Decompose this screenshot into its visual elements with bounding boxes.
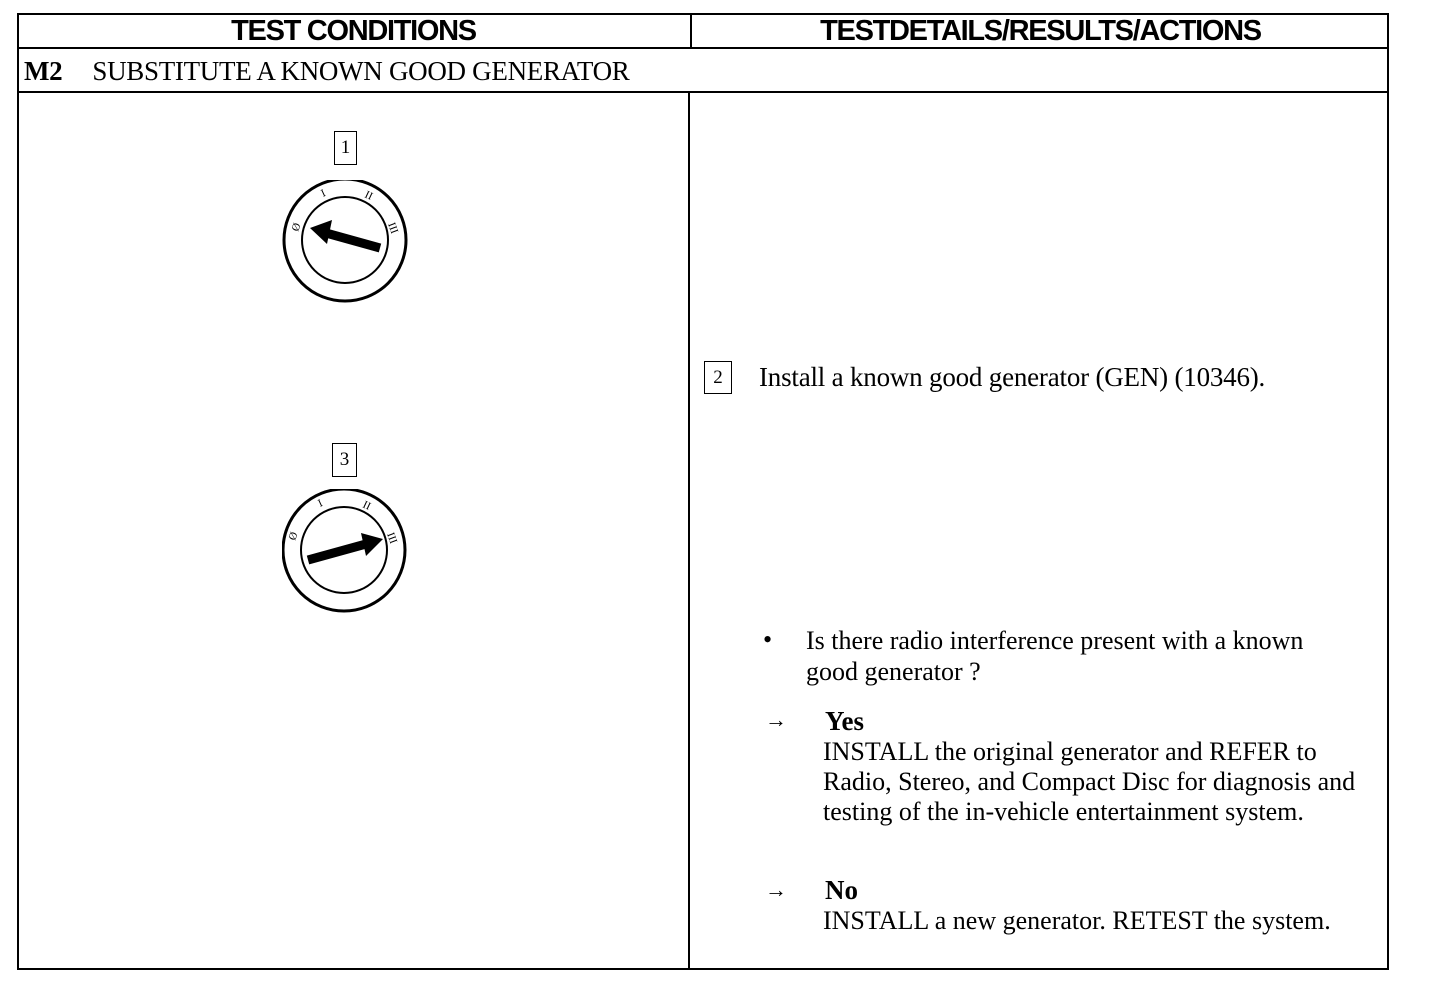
test-title: SUBSTITUTE A KNOWN GOOD GENERATOR [92,56,630,86]
yes-action-text: INSTALL the original generator and REFER to Radio, Stereo, and Compact Disc for diagnosis and testing of the in-vehicle entertainment system. [823,737,1356,826]
ignition-switch-run-icon [282,489,410,613]
dial-mark-three: III [385,220,401,236]
body-column-divider [688,92,690,970]
yes-arrow-icon: → [765,707,787,732]
yes-label: Yes [825,706,864,736]
title-divider [17,91,1389,93]
dial-mark-two: II [362,188,375,203]
dial-mark-three: III [384,530,400,546]
dial-mark-off: Ø [289,221,304,234]
question-bullet: • [763,625,773,654]
dial-mark-off: Ø [286,530,301,543]
dial-mark-two: II [360,498,373,513]
step-1-box: 1 [334,131,357,165]
no-arrow-icon: → [765,877,787,902]
ignition-switch-off-icon [282,180,410,304]
step-3-box: 3 [332,443,357,477]
dial-mark-one: I [316,497,325,510]
step-2-box: 2 [704,361,732,394]
test-code: M2 [24,56,63,86]
test-title-row [24,52,630,90]
dial-mark-one: I [319,187,328,200]
step-2-text: Install a known good generator (GEN) (10346). [759,362,1266,392]
question-text: Is there radio interference present with a known good generator ? [806,626,1304,686]
no-action-text: INSTALL a new generator. RETEST the system. [823,906,1331,935]
header-test-details: TESTDETAILS/RESULTS/ACTIONS [820,15,1261,47]
header-test-conditions: TEST CONDITIONS [231,15,476,47]
no-label: No [825,875,858,905]
